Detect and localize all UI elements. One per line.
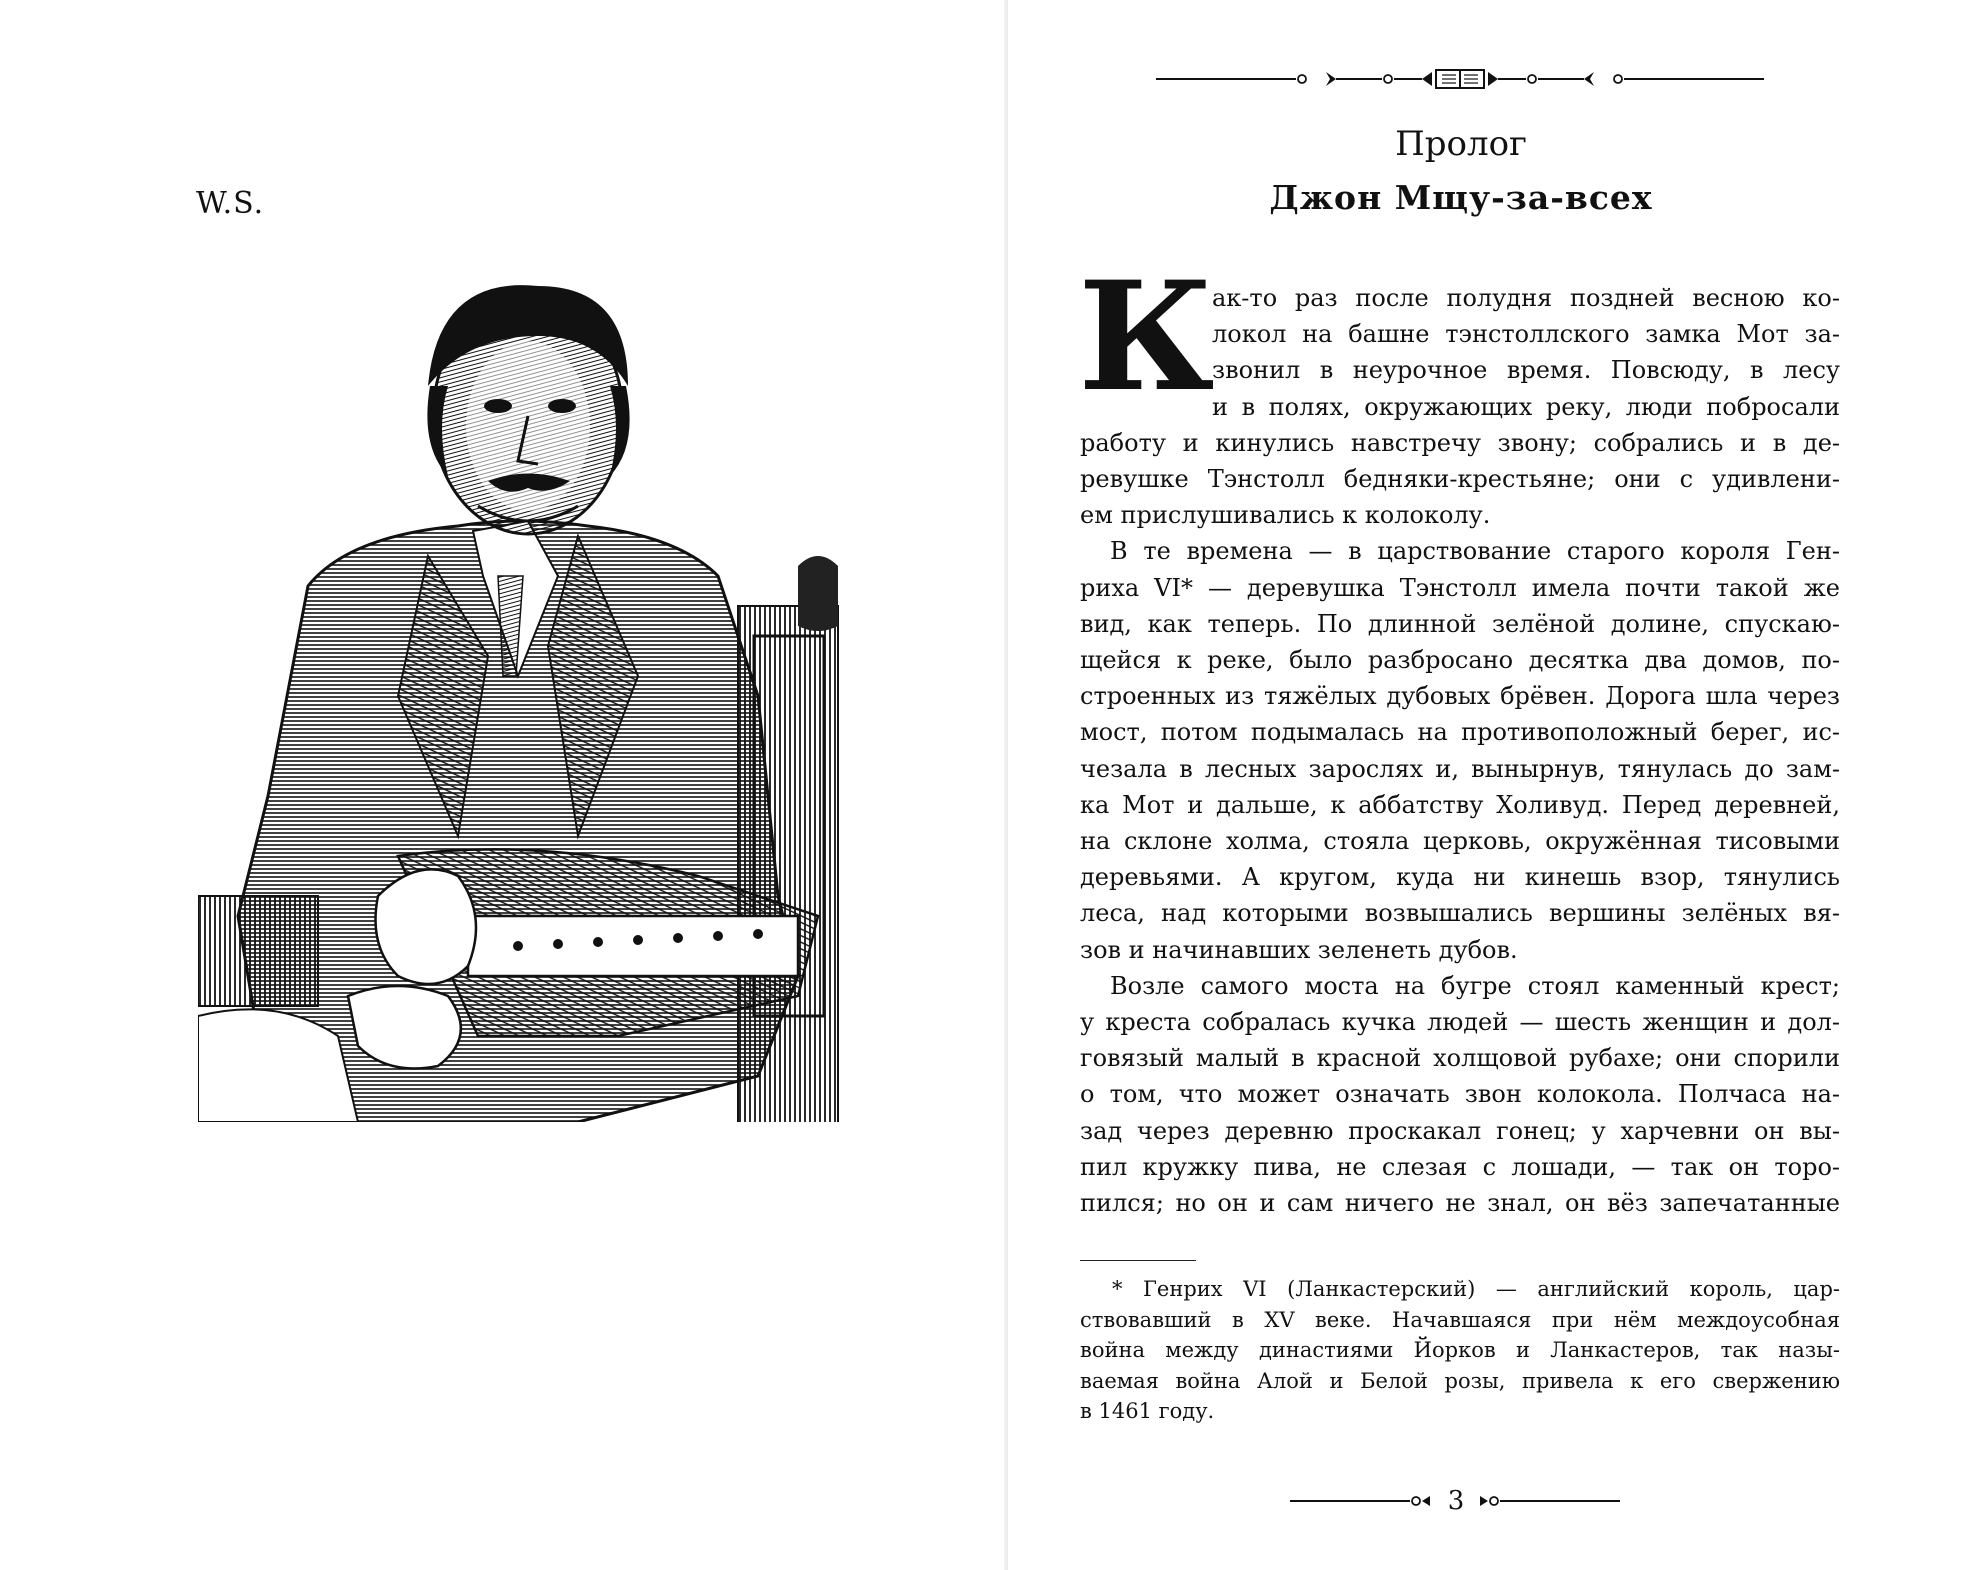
- body-line: щейся к реке, было разбросано десятка два домов, по-: [1080, 646, 1840, 674]
- drop-cap: К: [1078, 249, 1209, 425]
- body-line: ка Мот и дальше, к аббатству Холивуд. Перед деревней,: [1080, 790, 1840, 819]
- portrait-illustration: [198, 276, 856, 1122]
- body-line: пил кружку пива, не слезая с лошади, — так он торо-: [1080, 1152, 1840, 1181]
- body-line: и в полях, окружающих реку, люди побросали: [1212, 392, 1840, 421]
- footnote-line: война между династиями Йорков и Ланкастеров, так назы-: [1080, 1338, 1840, 1362]
- body-line: чезала в лесных зарослях и, вынырнув, тянулась до зам-: [1080, 754, 1840, 783]
- body-line: на склоне холма, стояла церковь, окружённая тисовыми: [1080, 827, 1840, 855]
- footnote-line: в 1461 году.: [1080, 1399, 1215, 1423]
- body-line: у креста собралась кучка людей — шесть женщин и дол-: [1080, 1008, 1840, 1036]
- body-line: риха VI* — деревушка Тэнстолл имела почти такой же: [1080, 573, 1840, 602]
- body-line: звонил в неурочное время. Повсюду, в лесу: [1212, 356, 1840, 385]
- footnote-line: ствовавший в XV веке. Начавшаяся при нём междоусобная: [1080, 1307, 1840, 1332]
- body-line: пился; но он и сам ничего не знал, он вёз запечатанные: [1080, 1189, 1840, 1217]
- body-line: деревьями. А кругом, куда ни кинешь взор, тянулись: [1080, 863, 1840, 892]
- body-line: ревушке Тэнстолл бедняки-крестьяне; они с удивлени-: [1080, 465, 1840, 493]
- body-line: о том, что может означать звон колокола. Полчаса на-: [1080, 1080, 1840, 1109]
- right-page: [1008, 0, 1976, 1570]
- body-line: ем прислушивались к колоколу.: [1080, 501, 1491, 530]
- chapter-title: Джон Мщу-за-всех: [1269, 178, 1653, 217]
- body-line: зов и начинавших зеленеть дубов.: [1080, 935, 1518, 964]
- footnote-rule: [1080, 1260, 1196, 1261]
- body-line: работу и кинулись навстречу звону; собрались и в де-: [1080, 428, 1840, 457]
- body-line: вид, как теперь. По длинной зелёной долине, спускаю-: [1080, 609, 1840, 638]
- page-number: 3: [1447, 1486, 1465, 1516]
- prolog-heading: Пролог: [1395, 124, 1527, 164]
- body-line: мост, потом подымалась на противоположный берег, ис-: [1080, 718, 1840, 747]
- body-line: В те времена — в царствование старого короля Ген-: [1110, 537, 1840, 566]
- body-line: зад через деревню проскакал гонец; у харчевни он вы-: [1080, 1116, 1840, 1145]
- body-line: леса, над которыми возвышались вершины зелёных вя-: [1080, 899, 1840, 928]
- body-line: говязый малый в красной холщовой рубахе; они спорили: [1080, 1044, 1840, 1073]
- book-divider-ornament-icon: [1156, 64, 1764, 94]
- body-line: Возле самого моста на бугре стоял каменный крест;: [1110, 971, 1840, 1000]
- body-line: строенных из тяжёлых дубовых брёвен. Дорога шла через: [1080, 682, 1840, 711]
- footnote-line: * Генрих VI (Ланкастерский) — английский король, цар-: [1112, 1277, 1840, 1301]
- body-line: ак-то раз после полудня поздней весною ко-: [1212, 284, 1840, 312]
- author-initials: W.S.: [196, 186, 265, 221]
- body-line: локол на башне тэнстоллского замка Мот за-: [1212, 320, 1840, 349]
- footnote-line: ваемая война Алой и Белой розы, привела к его свержению: [1080, 1368, 1840, 1393]
